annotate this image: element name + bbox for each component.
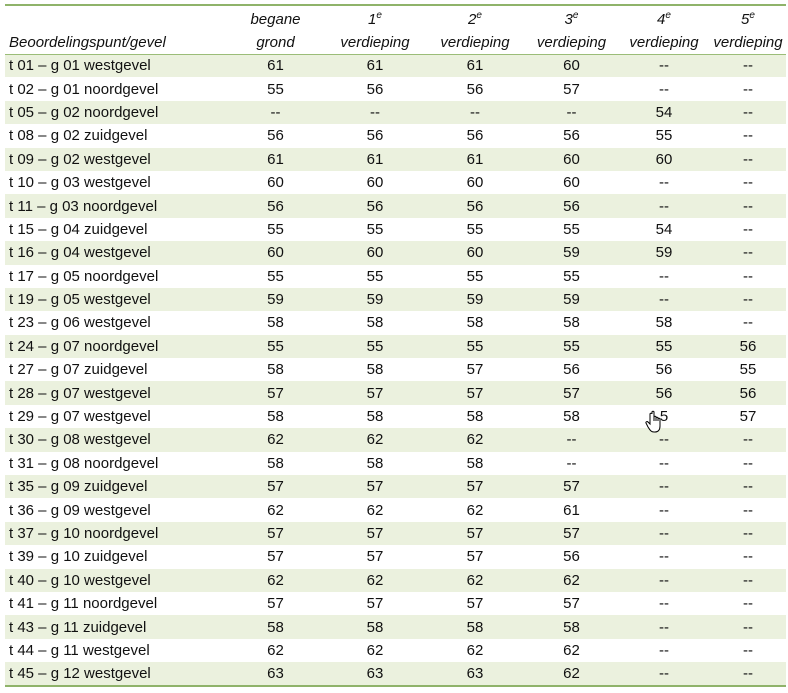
cell-floor-4: -- <box>618 569 710 592</box>
cell-floor-2: 60 <box>425 171 525 194</box>
cell-floor-3: 60 <box>525 148 618 171</box>
cell-floor-4: 60 <box>618 148 710 171</box>
cell-floor-3: 57 <box>525 475 618 498</box>
cell-floor-3: 61 <box>525 498 618 521</box>
cell-floor-2: 58 <box>425 615 525 638</box>
cell-floor-3: 56 <box>525 358 618 381</box>
table-frame <box>5 0 786 693</box>
cell-floor-5: -- <box>710 124 786 147</box>
cell-floor-4: 54 <box>618 218 710 241</box>
cell-assessment-point: t 19 – g 05 westgevel <box>5 288 226 311</box>
cell-floor-1: 58 <box>325 358 425 381</box>
cell-floor-5: -- <box>710 452 786 475</box>
cell-floor-1: 59 <box>325 288 425 311</box>
cell-floor-1: 61 <box>325 54 425 77</box>
table-row <box>5 335 786 358</box>
cell-ground-floor: 57 <box>226 475 325 498</box>
cell-floor-5: -- <box>710 311 786 334</box>
cell-floor-5: -- <box>710 639 786 662</box>
table-row <box>5 148 786 171</box>
header-floor-4: 4e verdieping <box>629 10 699 51</box>
cell-ground-floor: 59 <box>226 288 325 311</box>
cell-assessment-point: t 44 – g 11 westgevel <box>5 639 226 662</box>
cell-floor-1: 62 <box>325 569 425 592</box>
cell-floor-1: 60 <box>325 241 425 264</box>
cell-ground-floor: 58 <box>226 615 325 638</box>
cell-ground-floor: 55 <box>226 265 325 288</box>
cell-assessment-point: t 11 – g 03 noordgevel <box>5 194 226 217</box>
cell-floor-3: 55 <box>525 218 618 241</box>
table-row <box>5 475 786 498</box>
cell-floor-5: -- <box>710 218 786 241</box>
cell-assessment-point: t 17 – g 05 noordgevel <box>5 265 226 288</box>
cell-ground-floor: 55 <box>226 218 325 241</box>
cell-floor-3: 56 <box>525 194 618 217</box>
header-assessment-point: Beoordelingspunt/gevel <box>9 34 166 51</box>
cell-floor-4: 54 <box>618 101 710 124</box>
table-row <box>5 522 786 545</box>
cell-floor-1: -- <box>325 101 425 124</box>
cell-floor-2: 57 <box>425 592 525 615</box>
cell-assessment-point: t 41 – g 11 noordgevel <box>5 592 226 615</box>
cell-floor-3: 58 <box>525 311 618 334</box>
cell-floor-2: 57 <box>425 522 525 545</box>
cell-floor-3: 57 <box>525 381 618 404</box>
cell-floor-4: -- <box>618 522 710 545</box>
cell-floor-4: -- <box>618 615 710 638</box>
cell-floor-5: 57 <box>710 405 786 428</box>
cell-floor-2: 56 <box>425 77 525 100</box>
cell-assessment-point: t 16 – g 04 westgevel <box>5 241 226 264</box>
cell-floor-2: 58 <box>425 452 525 475</box>
table-row <box>5 428 786 451</box>
cell-floor-4: 55 <box>618 124 710 147</box>
cell-assessment-point: t 40 – g 10 westgevel <box>5 569 226 592</box>
cell-floor-2: 55 <box>425 335 525 358</box>
cell-floor-1: 60 <box>325 171 425 194</box>
cell-assessment-point: t 10 – g 03 westgevel <box>5 171 226 194</box>
cell-floor-2: 57 <box>425 358 525 381</box>
cell-floor-4: -- <box>618 662 710 685</box>
cell-ground-floor: 62 <box>226 498 325 521</box>
table-row <box>5 662 786 685</box>
table-row <box>5 569 786 592</box>
cell-floor-1: 55 <box>325 265 425 288</box>
header-divider <box>5 54 786 55</box>
cell-assessment-point: t 30 – g 08 westgevel <box>5 428 226 451</box>
cell-ground-floor: 57 <box>226 381 325 404</box>
cell-assessment-point: t 28 – g 07 westgevel <box>5 381 226 404</box>
cell-floor-5: 56 <box>710 335 786 358</box>
cell-floor-5: -- <box>710 522 786 545</box>
header-floor-1: 1e verdieping <box>340 10 410 51</box>
cell-floor-1: 62 <box>325 639 425 662</box>
cell-floor-5: -- <box>710 148 786 171</box>
cell-floor-2: 58 <box>425 311 525 334</box>
cell-floor-4: -- <box>618 592 710 615</box>
cell-floor-2: 55 <box>425 218 525 241</box>
cell-floor-1: 58 <box>325 405 425 428</box>
cell-floor-3: 55 <box>525 335 618 358</box>
table-row <box>5 171 786 194</box>
cell-floor-3: 57 <box>525 592 618 615</box>
cell-floor-2: 62 <box>425 639 525 662</box>
cell-floor-1: 57 <box>325 475 425 498</box>
table-row <box>5 545 786 568</box>
cell-floor-5: -- <box>710 498 786 521</box>
cell-floor-1: 58 <box>325 615 425 638</box>
cell-floor-3: 59 <box>525 241 618 264</box>
cell-floor-3: 57 <box>525 522 618 545</box>
table-row <box>5 218 786 241</box>
cell-floor-5: -- <box>710 475 786 498</box>
cell-ground-floor: 63 <box>226 662 325 685</box>
table-row <box>5 381 786 404</box>
cell-floor-4: -- <box>618 428 710 451</box>
cell-ground-floor: 58 <box>226 405 325 428</box>
cell-ground-floor: 60 <box>226 171 325 194</box>
cell-ground-floor: 56 <box>226 124 325 147</box>
cell-assessment-point: t 08 – g 02 zuidgevel <box>5 124 226 147</box>
table-row <box>5 311 786 334</box>
cell-floor-2: 61 <box>425 148 525 171</box>
cell-ground-floor: 58 <box>226 452 325 475</box>
cell-floor-5: -- <box>710 171 786 194</box>
cell-assessment-point: t 24 – g 07 noordgevel <box>5 335 226 358</box>
table-bottom-rule <box>5 685 786 687</box>
cell-floor-3: -- <box>525 428 618 451</box>
cell-floor-5: -- <box>710 265 786 288</box>
cell-floor-4: 58 <box>618 311 710 334</box>
cell-ground-floor: 56 <box>226 194 325 217</box>
cell-floor-5: -- <box>710 241 786 264</box>
cell-ground-floor: 55 <box>226 77 325 100</box>
cell-floor-4: -- <box>618 77 710 100</box>
cell-floor-3: 57 <box>525 77 618 100</box>
cell-floor-3: 58 <box>525 405 618 428</box>
cell-floor-1: 57 <box>325 522 425 545</box>
cell-floor-5: -- <box>710 592 786 615</box>
cell-floor-3: -- <box>525 452 618 475</box>
cell-floor-5: 56 <box>710 381 786 404</box>
cell-ground-floor: 57 <box>226 592 325 615</box>
cell-floor-5: -- <box>710 77 786 100</box>
cell-floor-3: -- <box>525 101 618 124</box>
table-row <box>5 498 786 521</box>
table-row <box>5 101 786 124</box>
cell-floor-1: 56 <box>325 194 425 217</box>
cell-floor-2: 59 <box>425 288 525 311</box>
cell-floor-1: 57 <box>325 592 425 615</box>
table-row <box>5 194 786 217</box>
cell-floor-4: 56 <box>618 358 710 381</box>
cell-floor-1: 56 <box>325 124 425 147</box>
table-row <box>5 358 786 381</box>
cell-assessment-point: t 36 – g 09 westgevel <box>5 498 226 521</box>
cell-floor-1: 61 <box>325 148 425 171</box>
cell-floor-1: 58 <box>325 311 425 334</box>
cell-floor-2: 56 <box>425 194 525 217</box>
header-row <box>5 6 786 54</box>
table-row <box>5 124 786 147</box>
cell-floor-5: -- <box>710 54 786 77</box>
cell-ground-floor: 60 <box>226 241 325 264</box>
cell-floor-2: 62 <box>425 569 525 592</box>
cell-floor-5: 55 <box>710 358 786 381</box>
table-body <box>5 54 786 686</box>
cell-floor-5: -- <box>710 569 786 592</box>
table-row <box>5 288 786 311</box>
cell-assessment-point: t 37 – g 10 noordgevel <box>5 522 226 545</box>
header-ground-floor: begane grond <box>250 11 301 51</box>
cell-floor-1: 63 <box>325 662 425 685</box>
cell-ground-floor: 58 <box>226 311 325 334</box>
cell-floor-5: -- <box>710 288 786 311</box>
cell-floor-5: -- <box>710 428 786 451</box>
cell-floor-3: 56 <box>525 124 618 147</box>
cell-floor-3: 60 <box>525 171 618 194</box>
cell-assessment-point: t 29 – g 07 westgevel <box>5 405 226 428</box>
cell-floor-2: 61 <box>425 54 525 77</box>
cell-floor-3: 62 <box>525 662 618 685</box>
cell-assessment-point: t 01 – g 01 westgevel <box>5 54 226 77</box>
table-row <box>5 241 786 264</box>
cell-floor-2: 60 <box>425 241 525 264</box>
cell-floor-2: -- <box>425 101 525 124</box>
cell-floor-3: 60 <box>525 54 618 77</box>
cell-floor-2: 57 <box>425 545 525 568</box>
cell-assessment-point: t 05 – g 02 noordgevel <box>5 101 226 124</box>
cell-floor-2: 62 <box>425 498 525 521</box>
table-row <box>5 77 786 100</box>
cell-assessment-point: t 35 – g 09 zuidgevel <box>5 475 226 498</box>
table-row <box>5 265 786 288</box>
table-row <box>5 615 786 638</box>
cell-assessment-point: t 43 – g 11 zuidgevel <box>5 615 226 638</box>
cell-ground-floor: 57 <box>226 545 325 568</box>
cell-floor-4: 56 <box>618 381 710 404</box>
cell-ground-floor: 55 <box>226 335 325 358</box>
cell-floor-5: -- <box>710 662 786 685</box>
cell-floor-2: 58 <box>425 405 525 428</box>
cell-floor-2: 57 <box>425 381 525 404</box>
table-row <box>5 54 786 77</box>
cell-floor-1: 62 <box>325 498 425 521</box>
cell-ground-floor: 57 <box>226 522 325 545</box>
cell-floor-1: 55 <box>325 335 425 358</box>
cell-floor-5: -- <box>710 615 786 638</box>
cell-ground-floor: 61 <box>226 54 325 77</box>
table-row <box>5 452 786 475</box>
cell-ground-floor: 62 <box>226 639 325 662</box>
cell-floor-3: 55 <box>525 265 618 288</box>
cell-floor-4: -- <box>618 54 710 77</box>
cell-ground-floor: 61 <box>226 148 325 171</box>
cell-assessment-point: t 23 – g 06 westgevel <box>5 311 226 334</box>
cell-floor-3: 62 <box>525 639 618 662</box>
cell-floor-4: 59 <box>618 241 710 264</box>
cell-assessment-point: t 31 – g 08 noordgevel <box>5 452 226 475</box>
cell-floor-4: -- <box>618 475 710 498</box>
cell-floor-1: 58 <box>325 452 425 475</box>
cell-floor-1: 57 <box>325 381 425 404</box>
cell-floor-4: -- <box>618 171 710 194</box>
table-row <box>5 639 786 662</box>
cell-floor-3: 56 <box>525 545 618 568</box>
cell-assessment-point: t 09 – g 02 westgevel <box>5 148 226 171</box>
cell-floor-1: 56 <box>325 77 425 100</box>
hand-pointer-icon <box>645 410 665 434</box>
table-row <box>5 405 786 428</box>
cell-floor-1: 57 <box>325 545 425 568</box>
cell-floor-4: -- <box>618 639 710 662</box>
cell-floor-2: 56 <box>425 124 525 147</box>
cell-floor-5: -- <box>710 545 786 568</box>
table-row <box>5 592 786 615</box>
cell-floor-2: 55 <box>425 265 525 288</box>
cell-floor-1: 55 <box>325 218 425 241</box>
cell-floor-4: -- <box>618 498 710 521</box>
cell-assessment-point: t 39 – g 10 zuidgevel <box>5 545 226 568</box>
cell-floor-3: 58 <box>525 615 618 638</box>
cell-floor-3: 62 <box>525 569 618 592</box>
header-floor-2: 2e verdieping <box>440 10 510 51</box>
cell-ground-floor: 62 <box>226 569 325 592</box>
cell-ground-floor: 58 <box>226 358 325 381</box>
cell-floor-4: -- <box>618 288 710 311</box>
cell-floor-2: 57 <box>425 475 525 498</box>
cell-assessment-point: t 45 – g 12 westgevel <box>5 662 226 685</box>
header-floor-5: 5e verdieping <box>713 10 783 51</box>
noise-level-table <box>5 6 786 686</box>
cell-assessment-point: t 27 – g 07 zuidgevel <box>5 358 226 381</box>
cell-floor-3: 59 <box>525 288 618 311</box>
cell-floor-4: -- <box>618 452 710 475</box>
cell-ground-floor: 62 <box>226 428 325 451</box>
cell-floor-4: 55 <box>618 335 710 358</box>
cell-assessment-point: t 02 – g 01 noordgevel <box>5 77 226 100</box>
cell-floor-4: -- <box>618 194 710 217</box>
cell-floor-2: 62 <box>425 428 525 451</box>
cell-ground-floor: -- <box>226 101 325 124</box>
cell-floor-5: -- <box>710 101 786 124</box>
cell-floor-2: 63 <box>425 662 525 685</box>
cell-floor-1: 62 <box>325 428 425 451</box>
cell-floor-5: -- <box>710 194 786 217</box>
cell-assessment-point: t 15 – g 04 zuidgevel <box>5 218 226 241</box>
header-floor-3: 3e verdieping <box>536 10 607 51</box>
cell-floor-4: 5 <box>618 405 710 428</box>
cell-floor-4: -- <box>618 265 710 288</box>
cell-floor-4: -- <box>618 545 710 568</box>
